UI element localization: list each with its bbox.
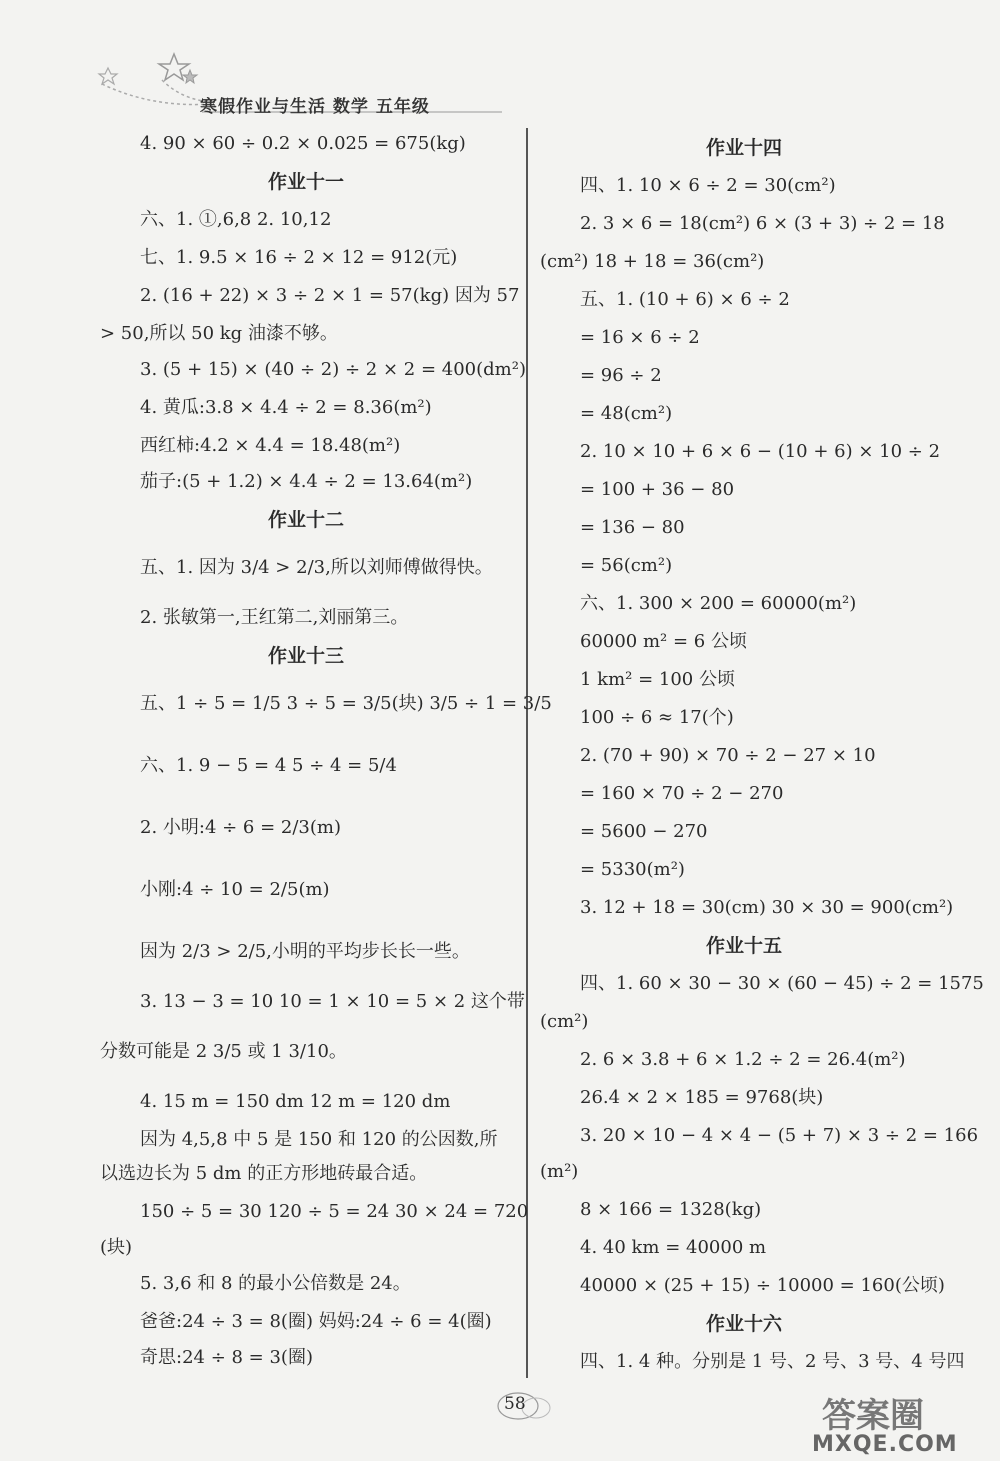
answer-line: 5. 3,6 和 8 的最小公倍数是 24。 xyxy=(140,1273,411,1294)
watermark-url: MXQE.COM xyxy=(812,1432,958,1457)
section-heading: 作业十一 xyxy=(268,171,345,193)
answer-line: = 5330(m²) xyxy=(580,859,685,880)
page-number-badge xyxy=(496,1390,556,1422)
answer-line: 3. (5 + 15) × (40 ÷ 2) ÷ 2 × 2 = 400(dm²) xyxy=(140,359,526,380)
answer-line: = 160 × 70 ÷ 2 − 270 xyxy=(580,783,784,804)
answer-line: 分数可能是 2 3/5 或 1 3/10。 xyxy=(100,1041,347,1062)
watermark xyxy=(762,1388,994,1458)
section-heading: 作业十六 xyxy=(706,1313,783,1335)
section-heading: 作业十三 xyxy=(268,645,345,667)
answer-line: 150 ÷ 5 = 30 120 ÷ 5 = 24 30 × 24 = 720 xyxy=(140,1201,529,1222)
answer-line: 60000 m² = 6 公顷 xyxy=(580,631,747,652)
answer-line: 2. 张敏第一,王红第二,刘丽第三。 xyxy=(140,607,409,628)
answer-line: 四、1. 60 × 30 − 30 × (60 − 45) ÷ 2 = 1575 xyxy=(580,973,984,994)
answer-line: = 100 + 36 − 80 xyxy=(580,479,735,500)
answer-line: (cm²) xyxy=(540,1011,589,1032)
answer-line: 因为 2/3 > 2/5,小明的平均步长长一些。 xyxy=(140,941,470,962)
answer-line: 4. 40 km = 40000 m xyxy=(580,1237,767,1258)
section-heading: 作业十五 xyxy=(706,935,783,957)
answer-line: 100 ÷ 6 ≈ 17(个) xyxy=(580,707,734,728)
answer-line: 3. 20 × 10 − 4 × 4 − (5 + 7) × 3 ÷ 2 = 166 xyxy=(580,1125,979,1146)
answer-line: 四、1. 4 种。分别是 1 号、2 号、3 号、4 号四 xyxy=(580,1351,965,1372)
answer-line: 六、1. ①,6,8 2. 10,12 xyxy=(140,209,332,230)
answer-line: 奇思:24 ÷ 8 = 3(圈) xyxy=(140,1347,313,1368)
answer-line: 4. 90 × 60 ÷ 0.2 × 0.025 = 675(kg) xyxy=(140,133,466,154)
answer-line: 六、1. 9 − 5 = 4 5 ÷ 4 = 5/4 xyxy=(140,755,397,776)
answer-line: 七、1. 9.5 × 16 ÷ 2 × 12 = 912(元) xyxy=(140,247,458,268)
answer-line: 五、1 ÷ 5 = 1/5 3 ÷ 5 = 3/5(块) 3/5 ÷ 1 = 3/5 xyxy=(140,693,552,714)
answer-line: 2. 10 × 10 + 6 × 6 − (10 + 6) × 10 ÷ 2 xyxy=(580,441,941,462)
answer-line: 4. 黄瓜:3.8 × 4.4 ÷ 2 = 8.36(m²) xyxy=(140,397,432,418)
answer-line: 小刚:4 ÷ 10 = 2/5(m) xyxy=(140,879,330,900)
answer-line: 四、1. 10 × 6 ÷ 2 = 30(cm²) xyxy=(580,175,836,196)
answer-line: 西红柿:4.2 × 4.4 = 18.48(m²) xyxy=(140,435,401,456)
answer-line: = 5600 − 270 xyxy=(580,821,708,842)
answer-line: 茄子:(5 + 1.2) × 4.4 ÷ 2 = 13.64(m²) xyxy=(140,471,473,492)
answer-line: 爸爸:24 ÷ 3 = 8(圈) 妈妈:24 ÷ 6 = 4(圈) xyxy=(140,1311,492,1332)
page-number: 58 xyxy=(504,1394,526,1414)
header-banner xyxy=(92,40,512,120)
section-heading: 作业十二 xyxy=(268,509,345,531)
answer-line: (m²) xyxy=(540,1161,579,1182)
answer-line: 2. 6 × 3.8 + 6 × 1.2 ÷ 2 = 26.4(m²) xyxy=(580,1049,906,1070)
answer-line: 1 km² = 100 公顷 xyxy=(580,669,735,690)
answer-line: = 56(cm²) xyxy=(580,555,673,576)
watermark-logo-text: 答案圈 xyxy=(822,1396,924,1436)
answer-line: 8 × 166 = 1328(kg) xyxy=(580,1199,762,1220)
column-divider xyxy=(526,128,528,1378)
answer-line: 26.4 × 2 × 185 = 9768(块) xyxy=(580,1087,824,1108)
answer-line: 3. 13 − 3 = 10 10 = 1 × 10 = 5 × 2 这个带 xyxy=(140,991,525,1012)
answer-line: 2. 小明:4 ÷ 6 = 2/3(m) xyxy=(140,817,341,838)
answer-line: = 96 ÷ 2 xyxy=(580,365,662,386)
header-title: 寒假作业与生活 数学 五年级 xyxy=(200,97,430,117)
answer-line: 40000 × (25 + 15) ÷ 10000 = 160(公顷) xyxy=(580,1275,945,1296)
answer-line: 2. (70 + 90) × 70 ÷ 2 − 27 × 10 xyxy=(580,745,876,766)
answer-line: (块) xyxy=(100,1237,133,1258)
answer-line: = 136 − 80 xyxy=(580,517,685,538)
answer-line: 2. 3 × 6 = 18(cm²) 6 × (3 + 3) ÷ 2 = 18 xyxy=(580,213,945,234)
answer-line: > 50,所以 50 kg 油漆不够。 xyxy=(100,323,338,344)
answer-line: 五、1. 因为 3/4 > 2/3,所以刘师傅做得快。 xyxy=(140,557,493,578)
answer-line: 因为 4,5,8 中 5 是 150 和 120 的公因数,所 xyxy=(140,1129,498,1150)
answer-line: = 48(cm²) xyxy=(580,403,673,424)
answer-line: = 16 × 6 ÷ 2 xyxy=(580,327,700,348)
answer-line: 五、1. (10 + 6) × 6 ÷ 2 xyxy=(580,289,790,310)
answer-line: (cm²) 18 + 18 = 36(cm²) xyxy=(540,251,765,272)
answer-line: 3. 12 + 18 = 30(cm) 30 × 30 = 900(cm²) xyxy=(580,897,954,918)
section-heading: 作业十四 xyxy=(706,137,783,159)
answer-line: 2. (16 + 22) × 3 ÷ 2 × 1 = 57(kg) 因为 57 xyxy=(140,285,520,306)
answer-line: 4. 15 m = 150 dm 12 m = 120 dm xyxy=(140,1091,451,1112)
answer-line: 六、1. 300 × 200 = 60000(m²) xyxy=(580,593,857,614)
answer-line: 以选边长为 5 dm 的正方形地砖最合适。 xyxy=(100,1163,428,1184)
